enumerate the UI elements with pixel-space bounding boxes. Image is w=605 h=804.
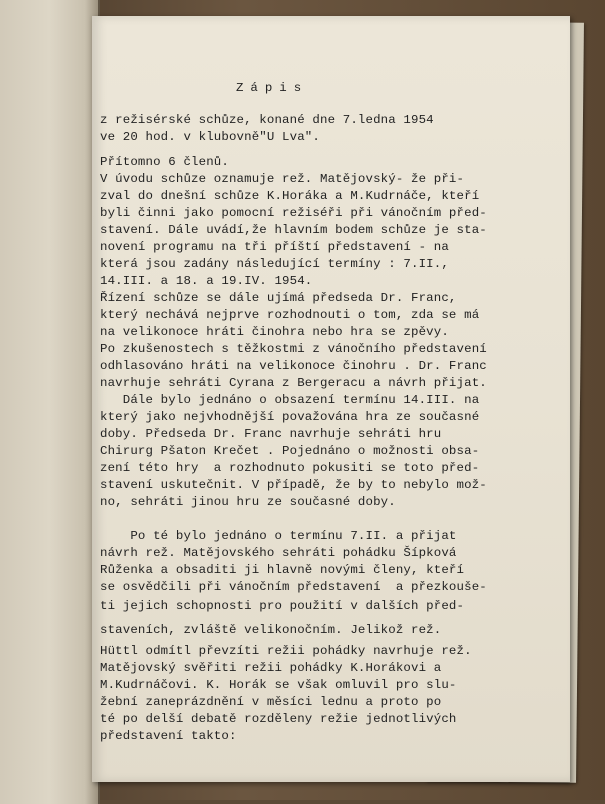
text-line: stavení. Dále uvádí,že hlavním bodem schůze je sta-: [100, 223, 487, 237]
text-line: který jako nejvhodnější považována hra ze současné: [100, 410, 480, 424]
text-line: z režisérské schůze, konané dne 7.ledna 1954: [100, 113, 434, 127]
text-line: se osvědčili při vánočním představení a přezkouše-: [100, 580, 487, 594]
text-line: návrh rež. Matějovského sehráti pohádku Šípková: [100, 546, 457, 560]
text-line: Po té bylo jednáno o termínu 7.II. a přijat: [100, 529, 457, 543]
text-line: staveních, zvláště velikonočním. Jelikož rež.: [100, 623, 442, 637]
text-line: která jsou zadány následující termíny : 7.II.,: [100, 257, 449, 271]
text-line: Růženka a obsaditi ji hlavně novými členy, kteří: [100, 563, 465, 577]
text-line: M.Kudrnáčovi. K. Horák se však omluvil pro slu-: [100, 678, 457, 692]
text-line: Přítomno 6 členů.: [100, 155, 229, 169]
text-line: té po delší debatě rozděleny režie jednotlivých: [100, 712, 457, 726]
text-line: který nechává nejprve rozhodnouti o tom, zda se má: [100, 308, 480, 322]
text-line: představení takto:: [100, 729, 237, 743]
text-line: V úvodu schůze oznamuje rež. Matějovský- že při-: [100, 172, 465, 186]
text-line: Řízení schůze se dále ujímá předseda Dr. Franc,: [100, 291, 457, 305]
page-text: [100, 16, 487, 743]
text-line: Dále bylo jednáno o obsazení termínu 14.III. na: [100, 393, 480, 407]
text-line: no, sehráti jinou hru ze současné doby.: [100, 495, 396, 509]
text-line: Hüttl odmítl převzíti režii pohádky navrhuje rež.: [100, 644, 472, 658]
left-page: [0, 0, 100, 804]
text-line: byli činni jako pomocní režiséři při vánočním před-: [100, 206, 487, 220]
text-line: ti jejich schopnosti pro použití v dalších před-: [100, 599, 465, 613]
text-line: odhlasováno hráti na velikonoce činohru . Dr. Franc: [100, 359, 487, 373]
text-line: stavení uskutečnit. V případě, že by to nebylo mož-: [100, 478, 487, 492]
typed-page: [92, 16, 570, 782]
text-line: Matějovský svěřiti režii pohádky K.Horákovi a: [100, 661, 442, 675]
text-line: navrhuje sehráti Cyrana z Bergeracu a návrh přijat.: [100, 376, 487, 390]
text-line: 14.III. a 18. a 19.IV. 1954.: [100, 274, 313, 288]
text-line: ve 20 hod. v klubovně"U Lva".: [100, 130, 320, 144]
text-line: doby. Předseda Dr. Franc navrhuje sehráti hru: [100, 427, 442, 441]
text-line: novení programu na tři příští představení - na: [100, 240, 449, 254]
text-line: žební zaneprázdnění v měsíci lednu a proto po: [100, 695, 442, 709]
text-line: na velikonoce hráti činohra nebo hra se zpěvy.: [100, 325, 449, 339]
text-line: zval do dnešní schůze K.Horáka a M.Kudrnáče, kteří: [100, 189, 480, 203]
document-title: Zápis: [236, 81, 309, 95]
text-line: Chirurg Pšaton Krečet . Pojednáno o možnosti obsa-: [100, 444, 480, 458]
text-line: zení této hry a rozhodnuto pokusiti se toto před-: [100, 461, 480, 475]
text-line: Po zkušenostech s těžkostmi z vánočního představení: [100, 342, 487, 356]
